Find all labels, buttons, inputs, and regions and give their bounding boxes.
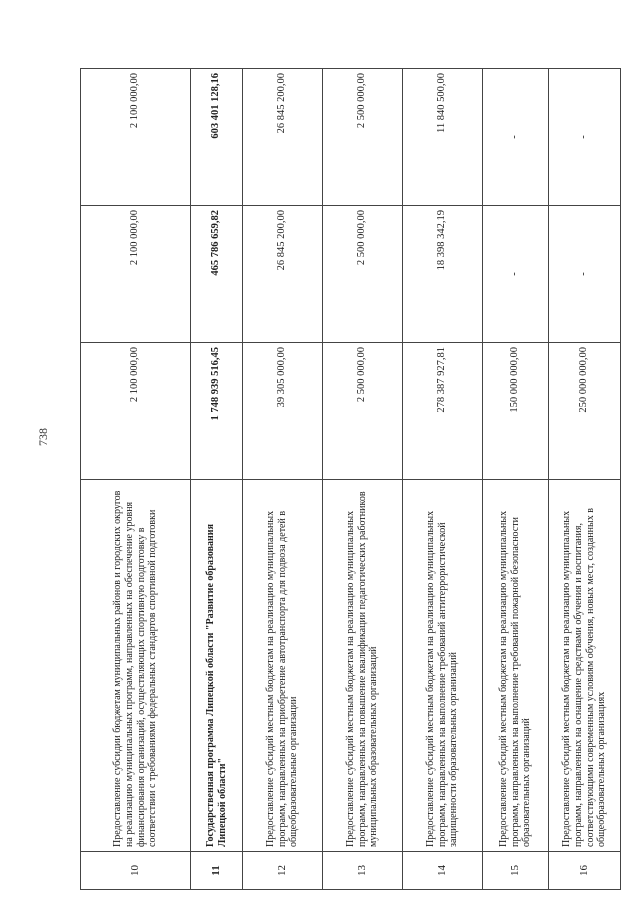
amount-year-3: -	[549, 69, 621, 206]
row-number: 12	[243, 852, 323, 890]
amount-year-1: 1 748 939 516,45	[191, 343, 243, 480]
row-number: 11	[191, 852, 243, 890]
row-description: Предоставление субсидий местным бюджетам на реализацию муниципальных программ, направленных на оснащение средствами обучения и воспитания, соответствующими современным условиям обучения, новых мест, созданных в общеобразовательных организациях	[549, 480, 621, 852]
row-description: Предоставление субсидий местным бюджетам на реализацию муниципальных программ, направленных на выполнение требований антитеррористической защищенности образовательных организаций	[403, 480, 483, 852]
amount-year-2: 2 500 000,00	[323, 206, 403, 343]
row-number: 10	[81, 852, 191, 890]
amount-year-3: -	[483, 69, 549, 206]
amount-year-1: 150 000 000,00	[483, 343, 549, 480]
table-row	[483, 69, 549, 890]
amount-year-1: 2 500 000,00	[323, 343, 403, 480]
amount-year-3: 603 401 128,16	[191, 69, 243, 206]
amount-year-2: -	[549, 206, 621, 343]
table-row	[403, 69, 483, 890]
amount-year-3: 2 100 000,00	[81, 69, 191, 206]
amount-year-3: 26 845 200,00	[243, 69, 323, 206]
row-number: 14	[403, 852, 483, 890]
amount-year-2: 465 786 659,82	[191, 206, 243, 343]
table-row	[191, 69, 243, 890]
page-number: 738	[36, 428, 50, 446]
amount-year-1: 278 387 927,81	[403, 343, 483, 480]
amount-year-1: 250 000 000,00	[549, 343, 621, 480]
rotated-table-container	[80, 70, 620, 890]
amount-year-1: 39 305 000,00	[243, 343, 323, 480]
table-row	[243, 69, 323, 890]
row-description: Государственная программа Липецкой области "Развитие образования Липецкой области"	[191, 480, 243, 852]
row-description: Предоставление субсидий местным бюджетам на реализацию муниципальных программ, направленных на повышение квалификации педагогических работников муниципальных образовательных организаций	[323, 480, 403, 852]
amount-year-1: 2 100 000,00	[81, 343, 191, 480]
amount-year-2: 18 398 342,19	[403, 206, 483, 343]
row-description: Предоставление субсидий местным бюджетам на реализацию муниципальных программ, направленных на выполнение требований пожарной безопасности образовательных организаций	[483, 480, 549, 852]
row-number: 13	[323, 852, 403, 890]
amount-year-2: -	[483, 206, 549, 343]
amount-year-2: 26 845 200,00	[243, 206, 323, 343]
amount-year-3: 2 500 000,00	[323, 69, 403, 206]
amount-year-2: 2 100 000,00	[81, 206, 191, 343]
row-description: Предоставление субсидии бюджетам муниципальных районов и городских округов на реализацию муниципальных программ, направленных на обеспечение уровня финансирования организаций, осуществляющих спортивную подготовку в соответствии с требованиями федеральных стандартов спортивной подготовки	[81, 480, 191, 852]
row-number: 15	[483, 852, 549, 890]
table-row	[549, 69, 621, 890]
amount-year-3: 11 840 500,00	[403, 69, 483, 206]
table-row	[323, 69, 403, 890]
row-number: 16	[549, 852, 621, 890]
row-description: Предоставление субсидий местным бюджетам на реализацию муниципальных программ, направленных на приобретение автотранспорта для подвоза детей в общеобразовательные организации	[243, 480, 323, 852]
budget-table	[80, 68, 621, 890]
table-row	[81, 69, 191, 890]
